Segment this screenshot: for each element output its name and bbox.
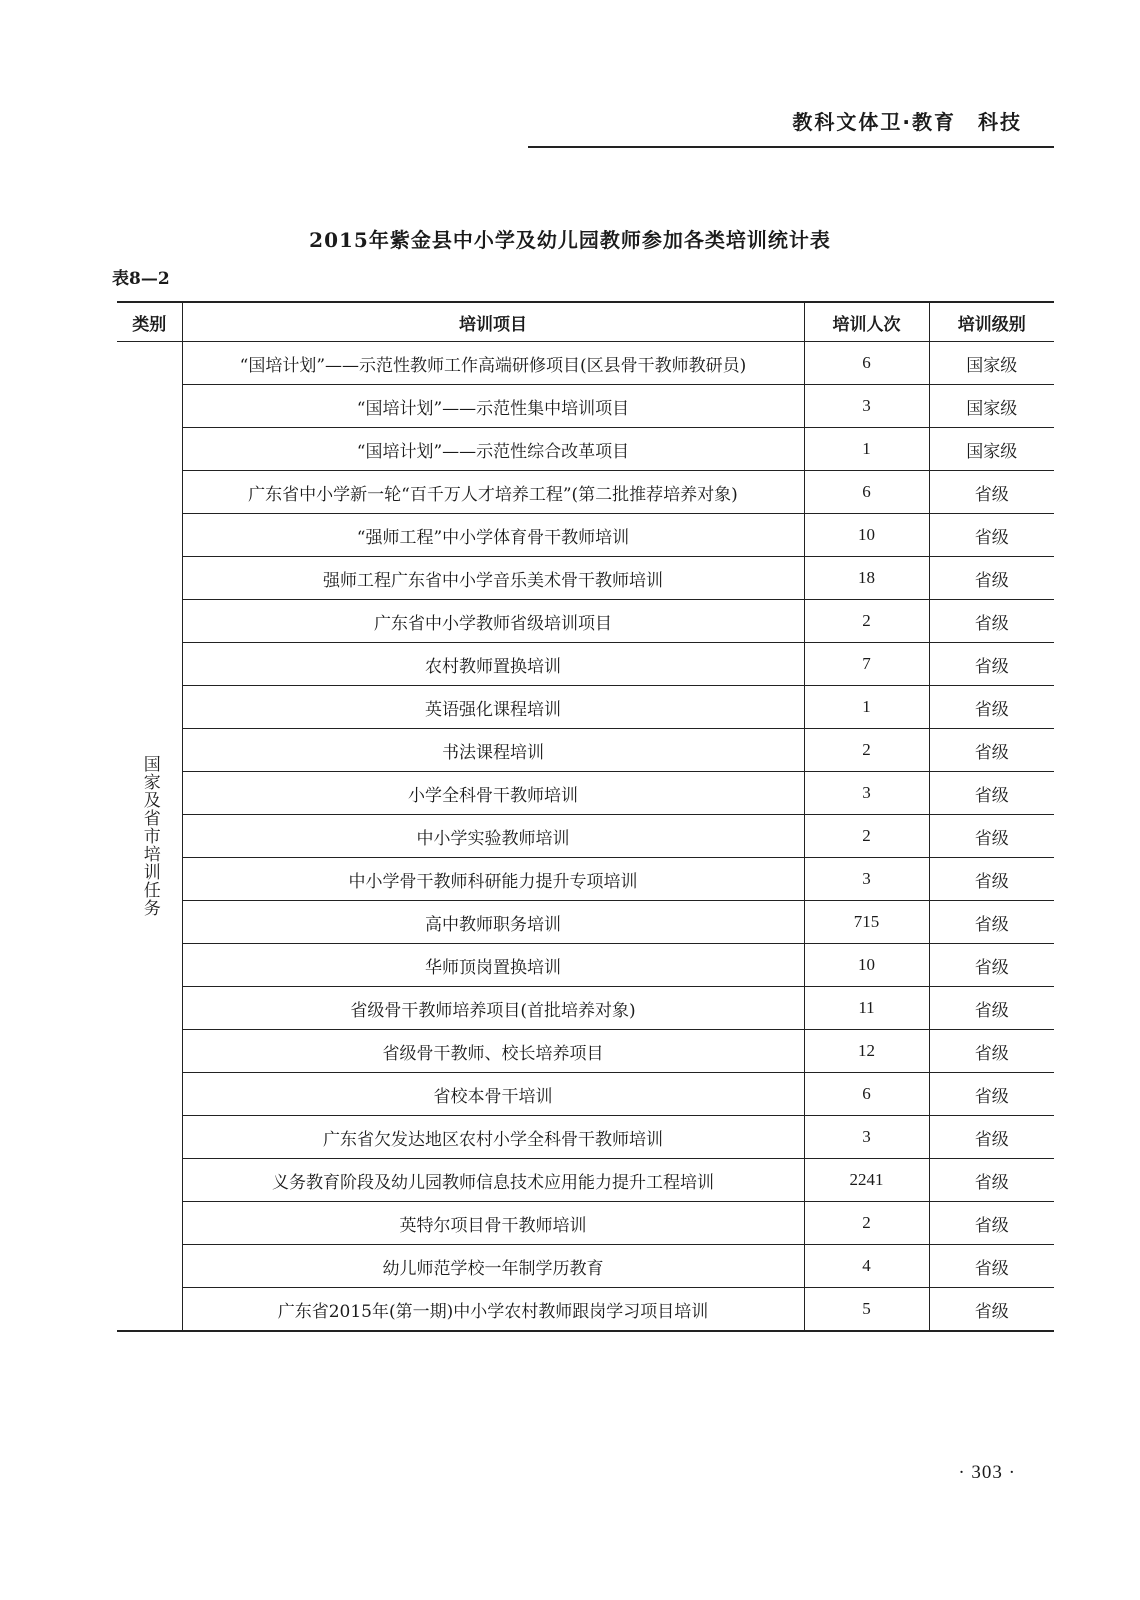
header-item: 培训项目 [182,302,804,342]
training-count-cell: 4 [804,1245,929,1288]
table-body [117,342,1054,1332]
training-count-cell: 12 [804,1030,929,1073]
training-count-cell: 11 [804,987,929,1030]
training-level-cell: 省级 [929,1030,1054,1073]
training-count-cell: 6 [804,342,929,385]
training-count-cell: 5 [804,1288,929,1332]
training-count-cell: 1 [804,686,929,729]
training-count-cell: 3 [804,858,929,901]
table-header-row [117,302,1054,342]
table-row [117,1030,1054,1073]
training-level-cell: 省级 [929,514,1054,557]
training-item-cell: 英特尔项目骨干教师培训 [182,1202,804,1245]
training-level-cell: 省级 [929,1245,1054,1288]
category-cell [117,342,182,1332]
training-level-cell: 省级 [929,772,1054,815]
training-item-cell: 广东省欠发达地区农村小学全科骨干教师培训 [182,1116,804,1159]
table-row [117,514,1054,557]
table-row [117,815,1054,858]
header-count: 培训人次 [804,302,929,342]
training-item-cell: “强师工程”中小学体育骨干教师培训 [182,514,804,557]
training-count-cell: 3 [804,1116,929,1159]
training-count-cell: 2241 [804,1159,929,1202]
training-level-cell: 省级 [929,944,1054,987]
table-row [117,643,1054,686]
training-level-cell: 省级 [929,858,1054,901]
training-level-cell: 省级 [929,1202,1054,1245]
training-count-cell: 3 [804,772,929,815]
table-row [117,858,1054,901]
table-row [117,557,1054,600]
training-item-cell: 农村教师置换培训 [182,643,804,686]
training-item-cell: 义务教育阶段及幼儿园教师信息技术应用能力提升工程培训 [182,1159,804,1202]
training-item-cell: 幼儿师范学校一年制学历教育 [182,1245,804,1288]
training-count-cell: 6 [804,1073,929,1116]
training-count-cell: 2 [804,600,929,643]
table-row [117,686,1054,729]
table-row [117,1073,1054,1116]
table-row [117,1116,1054,1159]
training-item-cell: “国培计划”——示范性教师工作高端研修项目(区县骨干教师教研员) [182,342,804,385]
training-level-cell: 省级 [929,600,1054,643]
training-level-cell: 省级 [929,815,1054,858]
training-count-cell: 2 [804,1202,929,1245]
training-level-cell: 国家级 [929,385,1054,428]
training-item-cell: 小学全科骨干教师培训 [182,772,804,815]
training-level-cell: 省级 [929,557,1054,600]
table-row [117,944,1054,987]
training-count-cell: 18 [804,557,929,600]
training-level-cell: 省级 [929,1116,1054,1159]
training-item-cell: 书法课程培训 [182,729,804,772]
training-level-cell: 省级 [929,471,1054,514]
training-item-cell: 省校本骨干培训 [182,1073,804,1116]
running-head: 教科文体卫·教育 科技 [792,110,1022,134]
training-count-cell: 6 [804,471,929,514]
training-item-cell: 强师工程广东省中小学音乐美术骨干教师培训 [182,557,804,600]
training-item-cell: 省级骨干教师、校长培养项目 [182,1030,804,1073]
training-count-cell: 2 [804,729,929,772]
table-title: 2015年紫金县中小学及幼儿园教师参加各类培训统计表 [309,228,831,252]
training-stats-table [117,301,1054,1332]
table-row [117,342,1054,385]
table-row [117,901,1054,944]
training-item-cell: “国培计划”——示范性综合改革项目 [182,428,804,471]
table-row [117,987,1054,1030]
header-rule [528,146,1054,148]
training-item-cell: 中小学实验教师培训 [182,815,804,858]
training-item-cell: 广东省中小学教师省级培训项目 [182,600,804,643]
table-row [117,729,1054,772]
table-row [117,1159,1054,1202]
training-level-cell: 省级 [929,901,1054,944]
training-count-cell: 3 [804,385,929,428]
training-level-cell: 国家级 [929,428,1054,471]
training-level-cell: 省级 [929,987,1054,1030]
training-item-cell: “国培计划”——示范性集中培训项目 [182,385,804,428]
category-label: 国家及省市培训任务 [139,755,160,917]
training-count-cell: 1 [804,428,929,471]
training-count-cell: 10 [804,944,929,987]
training-level-cell: 国家级 [929,342,1054,385]
training-level-cell: 省级 [929,643,1054,686]
table-row [117,1202,1054,1245]
training-count-cell: 2 [804,815,929,858]
table-row [117,471,1054,514]
training-count-cell: 7 [804,643,929,686]
training-level-cell: 省级 [929,1288,1054,1332]
training-level-cell: 省级 [929,729,1054,772]
training-level-cell: 省级 [929,686,1054,729]
table-row [117,600,1054,643]
training-item-cell: 省级骨干教师培养项目(首批培养对象) [182,987,804,1030]
training-item-cell: 广东省中小学新一轮“百千万人才培养工程”(第二批推荐培养对象) [182,471,804,514]
training-count-cell: 715 [804,901,929,944]
page-number: · 303 · [958,1462,1016,1483]
table-row [117,772,1054,815]
training-item-cell: 英语强化课程培训 [182,686,804,729]
training-count-cell: 10 [804,514,929,557]
training-item-cell: 华师顶岗置换培训 [182,944,804,987]
table-row [117,385,1054,428]
header-category: 类别 [117,302,182,342]
training-item-cell: 中小学骨干教师科研能力提升专项培训 [182,858,804,901]
training-level-cell: 省级 [929,1073,1054,1116]
header-level: 培训级别 [929,302,1054,342]
table-number: 表8—2 [112,269,170,289]
table-row [117,1245,1054,1288]
training-level-cell: 省级 [929,1159,1054,1202]
training-item-cell: 广东省2015年(第一期)中小学农村教师跟岗学习项目培训 [182,1288,804,1332]
table-row [117,428,1054,471]
training-item-cell: 高中教师职务培训 [182,901,804,944]
table-row [117,1288,1054,1332]
